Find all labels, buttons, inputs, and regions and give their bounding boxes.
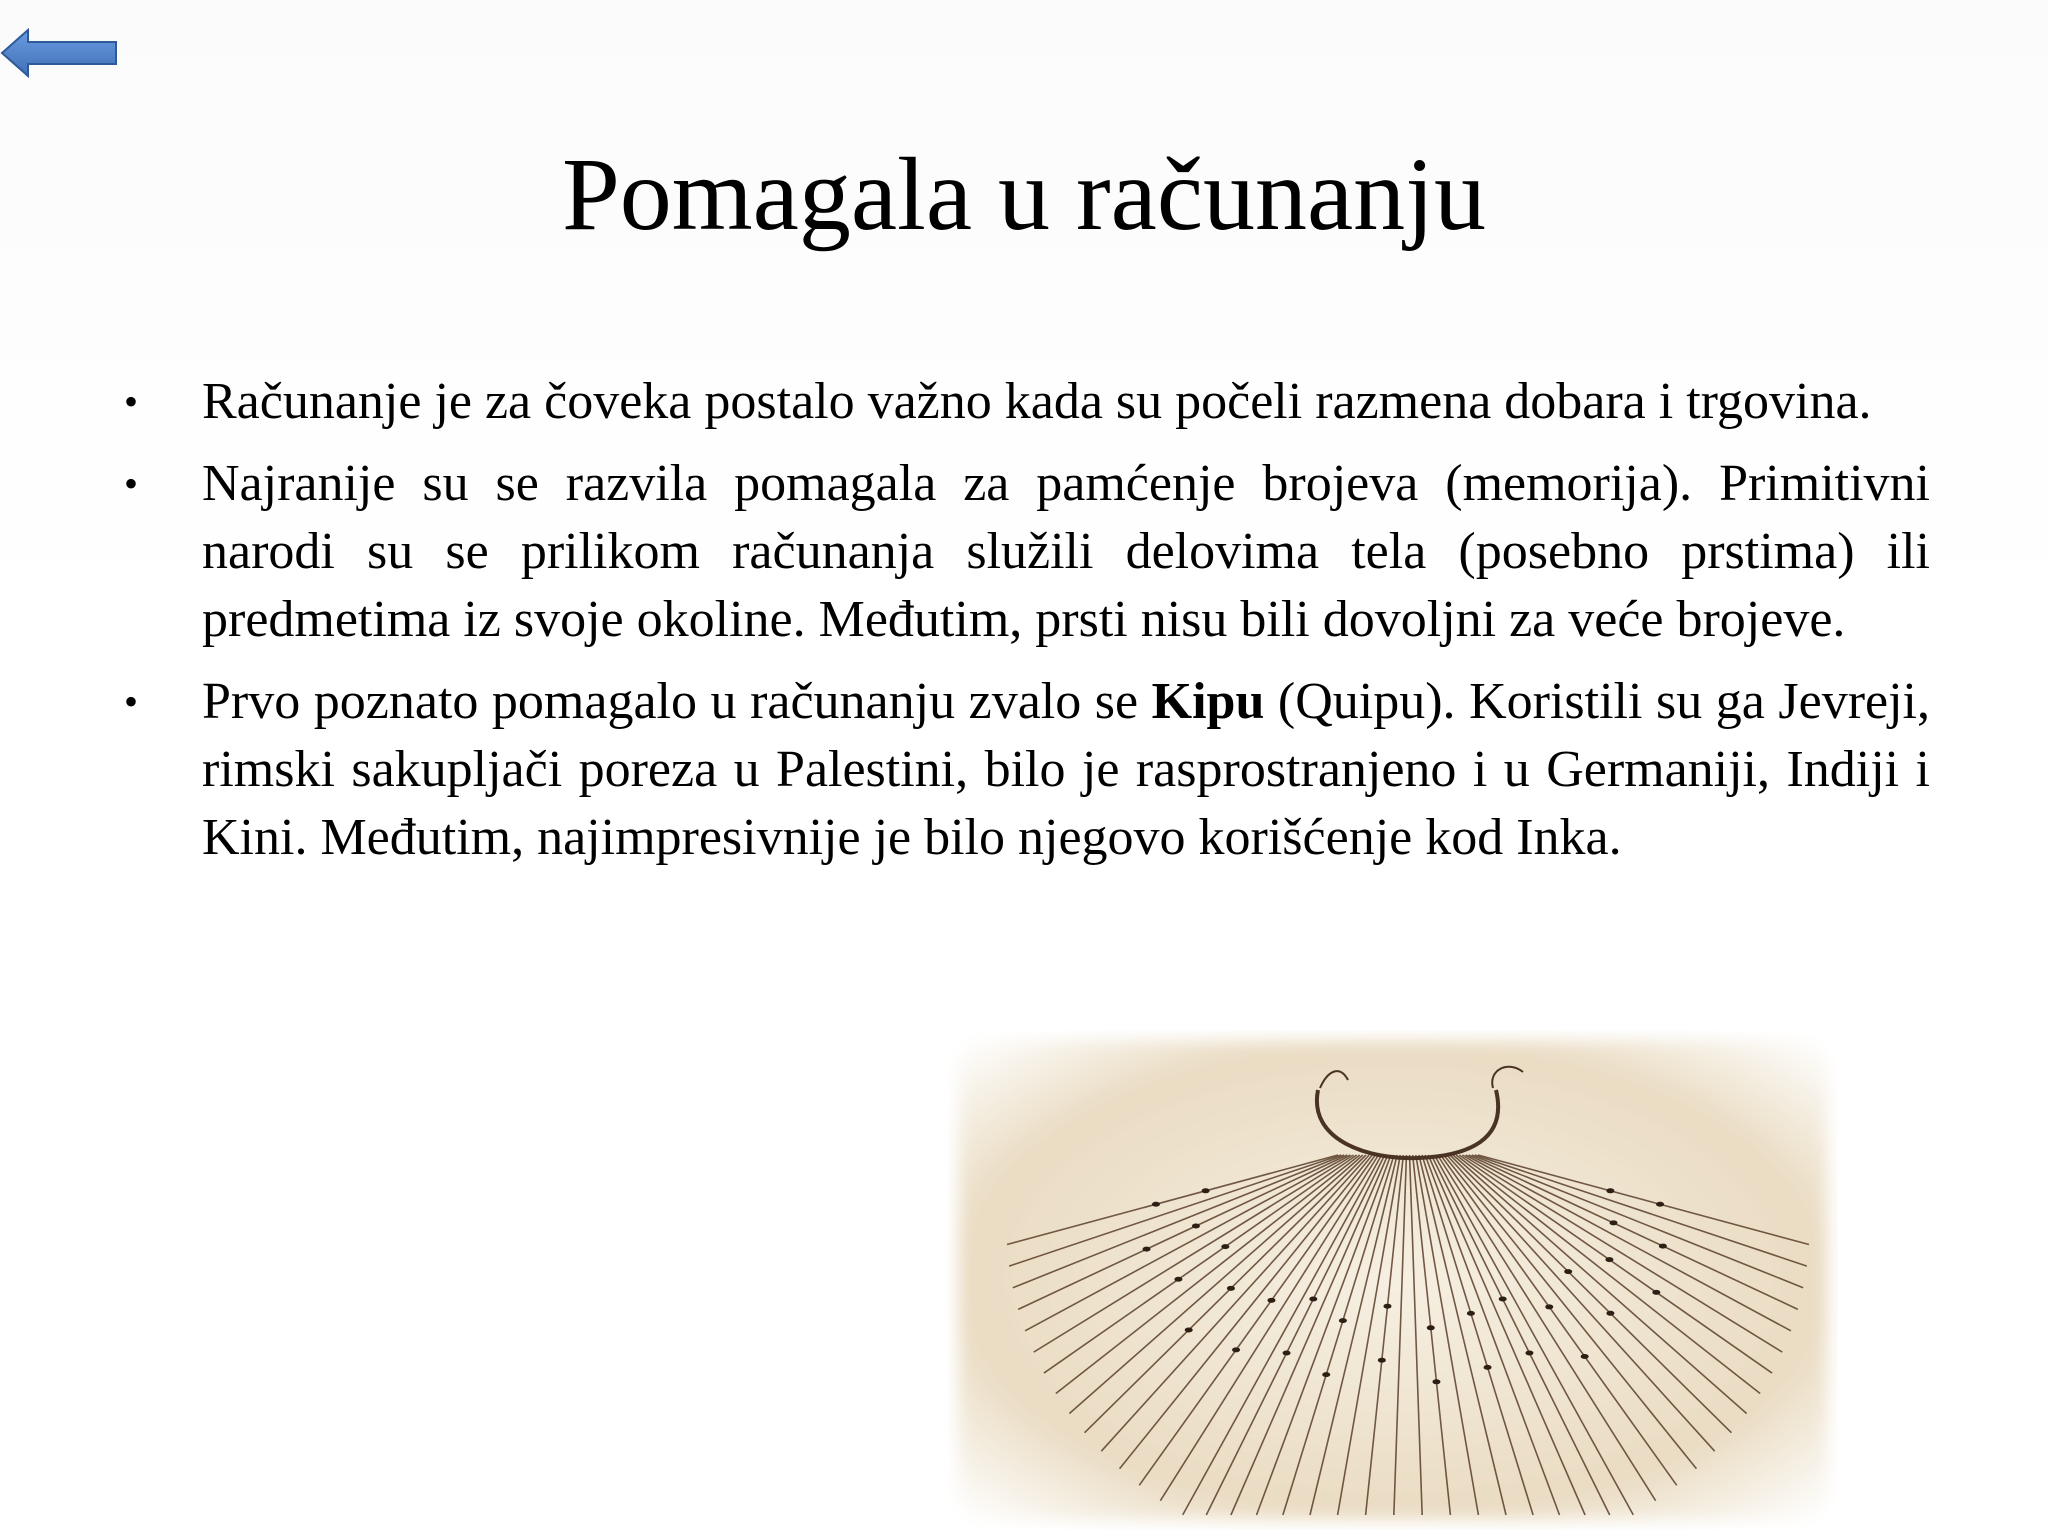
bullet-item — [120, 450, 1930, 654]
quipu-knot — [1606, 1188, 1614, 1193]
quipu-knot — [1545, 1304, 1553, 1309]
bullet-list — [120, 368, 1930, 886]
quipu-knot — [1202, 1188, 1210, 1193]
bullet-text-before: Prvo poznato pomagalo u računanju zvalo se — [202, 673, 1152, 730]
quipu-knot — [1174, 1277, 1182, 1282]
quipu-knot — [1227, 1286, 1235, 1291]
quipu-knot — [1432, 1379, 1440, 1384]
quipu-knot — [1525, 1351, 1533, 1356]
bullet-item — [120, 368, 1930, 436]
slide-title: Pomagala u računanju — [561, 137, 1487, 252]
bullet-item — [120, 668, 1930, 872]
quipu-knot — [1427, 1325, 1435, 1330]
quipu-knot — [1185, 1327, 1193, 1332]
quipu-knot — [1309, 1297, 1317, 1302]
bullet-text — [202, 673, 1930, 866]
quipu-knot — [1143, 1247, 1151, 1252]
quipu-knot — [1383, 1304, 1391, 1309]
quipu-knot — [1192, 1223, 1200, 1228]
quipu-knot — [1283, 1351, 1291, 1356]
bullet-symbol: • — [124, 461, 139, 506]
quipu-knot — [1564, 1269, 1572, 1274]
quipu-knot — [1659, 1244, 1667, 1249]
quipu-knot — [1267, 1298, 1275, 1303]
quipu-knot — [1656, 1202, 1664, 1207]
quipu-knot — [1581, 1354, 1589, 1359]
quipu-knot — [1378, 1358, 1386, 1363]
bullet-symbol: • — [124, 679, 139, 724]
quipu-knot — [1221, 1244, 1229, 1249]
bullet-text: Najranije su se razvila pomagala za pamćenje brojeva (memorija). Primitivni narodi su se prilikom računanja služili delovima tela (posebno prstima) ili predmetima iz svoje okoline. Međutim, prsti nisu bili dovoljni za veće brojeve. — [202, 455, 1930, 648]
bullet-text-after: (Quipu). Koristili su ga Jevreji, rimski sakupljači poreza u Palestini, bilo je rasprostranjeno i u Germaniji, Indiji i Kini. Međutim, najimpresivnije je bilo njegovo korišćenje kod Inka. — [202, 673, 1930, 866]
quipu-knot — [1484, 1365, 1492, 1370]
quipu-knot — [1339, 1318, 1347, 1323]
quipu-knot — [1652, 1290, 1660, 1295]
bullet-symbol: • — [124, 379, 139, 424]
quipu-illustration — [948, 1030, 1838, 1530]
left-arrow-icon — [0, 28, 118, 78]
quipu-knot — [1322, 1372, 1330, 1377]
kipu-term: Kipu — [1151, 673, 1265, 730]
quipu-knot — [1499, 1297, 1507, 1302]
bullet-text: Računanje je za čoveka postalo važno kada su počeli razmena dobara i trgovina. — [202, 373, 1872, 430]
quipu-knot — [1152, 1202, 1160, 1207]
quipu-knot — [1606, 1311, 1614, 1316]
quipu-knot — [1610, 1220, 1618, 1225]
quipu-knot — [1232, 1347, 1240, 1352]
quipu-knot — [1467, 1311, 1475, 1316]
quipu-knot — [1605, 1257, 1613, 1262]
back-button[interactable] — [0, 28, 118, 78]
